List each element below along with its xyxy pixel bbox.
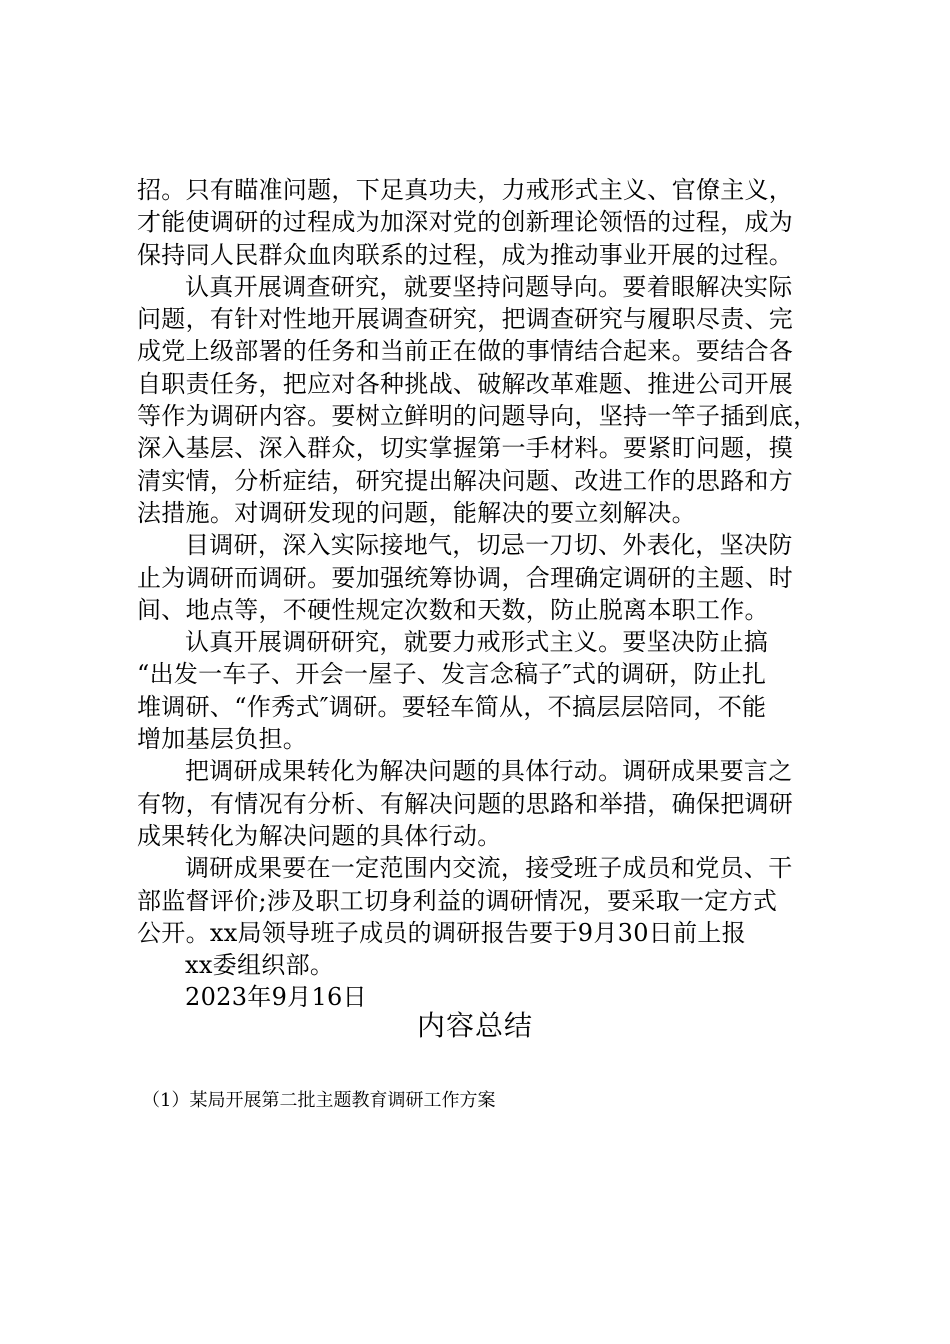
text-line: 成果转化为解决问题的具体行动。 (137, 821, 502, 850)
paragraph-start-line: 认真开展调查研究，就要坚持问题导向。要着眼解决实际 (185, 272, 793, 301)
text-line: 有物，有情况有分析、有解决问题的思路和举措，确保把调研 (137, 789, 794, 818)
text-line: 法措施。对调研发现的问题，能解决的要立刻解决。 (137, 498, 696, 527)
paragraph-start-line: 目调研，深入实际接地气，切忌一刀切、外表化，坚决防 (185, 531, 793, 560)
summary-list (142, 1088, 495, 1114)
text-line: 成党上级部署的任务和当前正在做的事情结合起来。要结合各 (137, 337, 794, 366)
text-line: 止为调研而调研。要加强统筹协调，合理确定调研的主题、时 (137, 563, 794, 592)
text-line: 问题，有针对性地开展调查研究，把调查研究与履职尽责、完 (137, 305, 794, 334)
paragraph-start-line: 认真开展调研研究，就要力戒形式主义。要坚决防止搞 (185, 628, 769, 657)
text-line: 堆调研、“作秀式″调研。要轻车简从，不搞层层陪同，不能 (137, 692, 767, 721)
text-line: 招。只有瞄准问题，下足真功夫，力戒形式主义、官僚主义， (137, 176, 794, 204)
text-line: 公开。xx局领导班子成员的调研报告要于9月30日前上报 (137, 918, 746, 947)
text-line: 等作为调研内容。要树立鲜明的问题导向，坚持一竿子插到底， (137, 402, 818, 431)
text-line: 清实情，分析症结，研究提出解决问题、改进工作的思路和方 (137, 466, 794, 495)
text-line: 深入基层、深入群众，切实掌握第一手材料。要紧盯问题，摸 (137, 434, 794, 463)
text-line: 部监督评价;涉及职工切身利益的调研情况，要采取一定方式 (137, 886, 778, 915)
text-line: 保持同人民群众血肉联系的过程，成为推动事业开展的过程。 (137, 240, 794, 269)
paragraph-start-line: 调研成果要在一定范围内交流，接受班子成员和党员、干 (185, 854, 793, 883)
text-line: 才能使调研的过程成为加深对党的创新理论领悟的过程，成为 (137, 208, 794, 237)
summary-title: 内容总结 (416, 1009, 533, 1042)
body-text (137, 174, 837, 1014)
text-line: “出发一车子、开会一屋子、发言念稿子″式的调研，防止扎 (137, 660, 767, 689)
paragraph-start-line: 把调研成果转化为解决问题的具体行动。调研成果要言之 (185, 757, 793, 786)
recipient-line: xx委组织部。 (185, 951, 335, 980)
date-line: 2023年9月16日 (185, 983, 367, 1012)
text-line: 间、地点等，不硬性规定次数和天数，防止脱离本职工作。 (137, 595, 769, 624)
text-line: 自职责任务，把应对各种挑战、破解改革难题、推进公司开展 (137, 369, 794, 398)
summary-item: （1）某局开展第二批主题教育调研工作方案 (142, 1090, 496, 1111)
text-line: 增加基层负担。 (137, 725, 308, 754)
